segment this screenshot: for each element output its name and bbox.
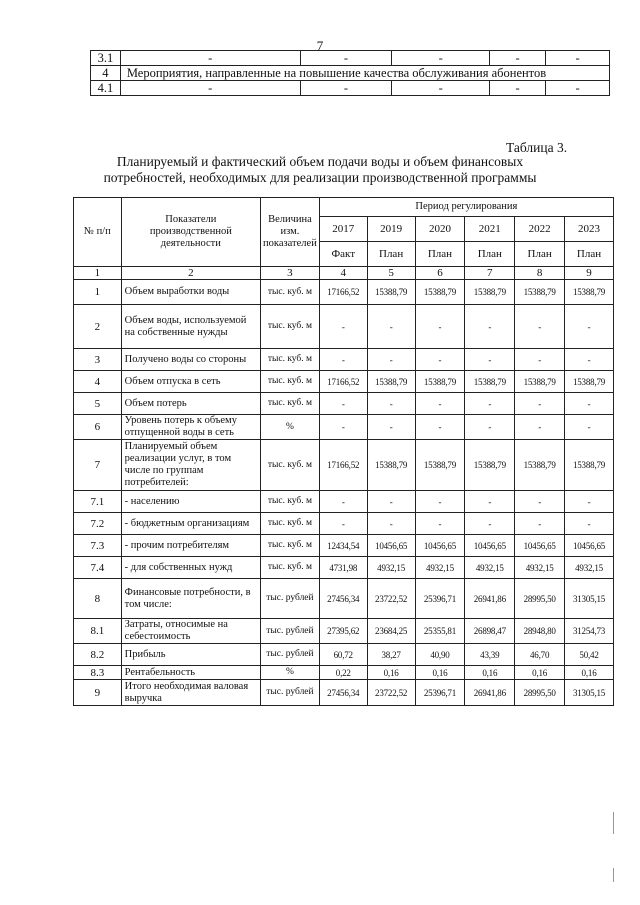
row-number: 9 — [74, 680, 122, 706]
indicator-name: - для собственных нужд — [121, 557, 260, 579]
value-cell: 15388,79 — [565, 371, 614, 393]
value-cell: 4932,15 — [565, 557, 614, 579]
table-cell: - — [546, 51, 610, 66]
scan-mark — [613, 868, 614, 882]
value-cell: 31305,15 — [565, 579, 614, 619]
table-row — [74, 644, 614, 666]
value-cell: 25396,71 — [415, 579, 465, 619]
value-cell: - — [415, 393, 465, 415]
value-cell: 25355,81 — [415, 619, 465, 644]
column-number: 2 — [121, 267, 260, 280]
value-cell: - — [367, 513, 415, 535]
table-row — [74, 666, 614, 680]
value-cell: 0,22 — [319, 666, 367, 680]
value-cell: 50,42 — [565, 644, 614, 666]
value-cell: 27456,34 — [319, 579, 367, 619]
header-row — [74, 198, 614, 217]
header-kind: План — [415, 242, 465, 267]
table-row — [74, 680, 614, 706]
table-row — [74, 557, 614, 579]
unit-cell: тыс. рублей — [261, 680, 320, 706]
table-row — [74, 513, 614, 535]
table-row — [74, 579, 614, 619]
value-cell: 25396,71 — [415, 680, 465, 706]
unit-cell: тыс. куб. м — [261, 349, 320, 371]
value-cell: 31254,73 — [565, 619, 614, 644]
table-row — [74, 491, 614, 513]
value-cell: 10456,65 — [465, 535, 515, 557]
value-cell: 4731,98 — [319, 557, 367, 579]
value-cell: 15388,79 — [415, 280, 465, 305]
value-cell: 0,16 — [465, 666, 515, 680]
top-table — [90, 50, 610, 96]
value-cell: 60,72 — [319, 644, 367, 666]
value-cell: 23722,52 — [367, 579, 415, 619]
indicator-name: Рентабельность — [121, 666, 260, 680]
header-year: 2022 — [515, 217, 565, 242]
value-cell: 15388,79 — [367, 371, 415, 393]
value-cell: 28995,50 — [515, 579, 565, 619]
column-number: 8 — [515, 267, 565, 280]
unit-cell: тыс. рублей — [261, 619, 320, 644]
unit-cell: тыс. куб. м — [261, 491, 320, 513]
value-cell: 4932,15 — [515, 557, 565, 579]
column-number: 1 — [74, 267, 122, 280]
row-number: 8.3 — [74, 666, 122, 680]
table-cell: - — [300, 51, 392, 66]
value-cell: - — [319, 349, 367, 371]
indicator-name: Объем выработки воды — [121, 280, 260, 305]
table-cell: - — [120, 51, 300, 66]
value-cell: - — [319, 393, 367, 415]
unit-cell: тыс. куб. м — [261, 371, 320, 393]
column-number: 3 — [261, 267, 320, 280]
header-year: 2019 — [367, 217, 415, 242]
value-cell: - — [319, 513, 367, 535]
row-number: 4 — [91, 66, 121, 81]
table-label: Таблица 3. — [506, 140, 568, 155]
value-cell: - — [465, 491, 515, 513]
table-cell: - — [300, 81, 392, 96]
value-cell: - — [415, 415, 465, 440]
unit-cell: тыс. рублей — [261, 644, 320, 666]
header-year: 2023 — [565, 217, 614, 242]
column-numbers-row — [74, 267, 614, 280]
table-row — [91, 66, 610, 81]
value-cell: - — [515, 513, 565, 535]
row-number: 7.2 — [74, 513, 122, 535]
value-cell: 4932,15 — [415, 557, 465, 579]
value-cell: 15388,79 — [415, 440, 465, 491]
unit-cell: тыс. куб. м — [261, 305, 320, 349]
row-number: 1 — [74, 280, 122, 305]
column-number: 5 — [367, 267, 415, 280]
table-row — [74, 415, 614, 440]
value-cell: - — [367, 393, 415, 415]
value-cell: - — [565, 305, 614, 349]
value-cell: - — [465, 305, 515, 349]
table-cell: - — [546, 81, 610, 96]
indicator-name: Итого необходимая валовая выручка — [121, 680, 260, 706]
indicator-name: Планируемый объем реализации услуг, в том числе по группам потребителей: — [121, 440, 260, 491]
value-cell: 10456,65 — [415, 535, 465, 557]
indicator-name: Затраты, относимые на себестоимость — [121, 619, 260, 644]
value-cell: 46,70 — [515, 644, 565, 666]
unit-cell: тыс. куб. м — [261, 393, 320, 415]
header-year: 2017 — [319, 217, 367, 242]
value-cell: 17166,52 — [319, 371, 367, 393]
unit-cell: % — [261, 666, 320, 680]
unit-cell: тыс. куб. м — [261, 513, 320, 535]
value-cell: - — [565, 491, 614, 513]
value-cell: - — [465, 415, 515, 440]
value-cell: 12434,54 — [319, 535, 367, 557]
value-cell: 28948,80 — [515, 619, 565, 644]
value-cell: 15388,79 — [515, 440, 565, 491]
value-cell: 38,27 — [367, 644, 415, 666]
row-number: 6 — [74, 415, 122, 440]
table-row — [91, 81, 610, 96]
value-cell: 26941,86 — [465, 680, 515, 706]
value-cell: - — [319, 415, 367, 440]
scan-mark — [613, 812, 614, 834]
value-cell: 28995,50 — [515, 680, 565, 706]
value-cell: - — [465, 513, 515, 535]
value-cell: 10456,65 — [565, 535, 614, 557]
table-row — [74, 535, 614, 557]
header-num: № п/п — [74, 198, 122, 267]
indicator-name: - населению — [121, 491, 260, 513]
value-cell: 15388,79 — [367, 280, 415, 305]
value-cell: 26941,86 — [465, 579, 515, 619]
table-title-line-2: потребностей, необходимых для реализации производственной программы — [103, 170, 537, 185]
value-cell: - — [565, 393, 614, 415]
value-cell: 0,16 — [367, 666, 415, 680]
value-cell: - — [565, 513, 614, 535]
value-cell: 15388,79 — [465, 440, 515, 491]
value-cell: - — [415, 305, 465, 349]
value-cell: 15388,79 — [415, 371, 465, 393]
unit-cell: тыс. рублей — [261, 579, 320, 619]
table-row — [74, 349, 614, 371]
column-number: 9 — [565, 267, 614, 280]
indicator-name: - прочим потребителям — [121, 535, 260, 557]
header-kind: Факт — [319, 242, 367, 267]
row-number: 7.1 — [74, 491, 122, 513]
value-cell: 4932,15 — [367, 557, 415, 579]
column-number: 4 — [319, 267, 367, 280]
table-row — [74, 440, 614, 491]
indicator-name: Уровень потерь к объему отпущенной воды в сеть — [121, 415, 260, 440]
indicator-name: Объем воды, используемой на собственные нужды — [121, 305, 260, 349]
value-cell: 31305,15 — [565, 680, 614, 706]
value-cell: 17166,52 — [319, 280, 367, 305]
column-number: 7 — [465, 267, 515, 280]
value-cell: 15388,79 — [367, 440, 415, 491]
row-number: 8 — [74, 579, 122, 619]
value-cell: - — [367, 415, 415, 440]
indicator-name: Объем отпуска в сеть — [121, 371, 260, 393]
value-cell: - — [415, 513, 465, 535]
main-table — [73, 197, 614, 706]
header-kind: План — [465, 242, 515, 267]
value-cell: 0,16 — [515, 666, 565, 680]
header-kind: План — [367, 242, 415, 267]
value-cell: 15388,79 — [565, 440, 614, 491]
value-cell: 27456,34 — [319, 680, 367, 706]
value-cell: 15388,79 — [465, 371, 515, 393]
value-cell: 15388,79 — [515, 280, 565, 305]
table-row — [91, 51, 610, 66]
table-cell: - — [120, 81, 300, 96]
value-cell: - — [415, 491, 465, 513]
value-cell: - — [367, 349, 415, 371]
value-cell: - — [319, 491, 367, 513]
value-cell: - — [565, 415, 614, 440]
indicator-name: Прибыль — [121, 644, 260, 666]
value-cell: 15388,79 — [515, 371, 565, 393]
table-cell: - — [392, 51, 490, 66]
unit-cell: тыс. куб. м — [261, 557, 320, 579]
indicator-name: - бюджетным организациям — [121, 513, 260, 535]
unit-cell: % — [261, 415, 320, 440]
value-cell: - — [465, 393, 515, 415]
section-heading: Мероприятия, направленные на повышение качества обслуживания абонентов — [120, 66, 609, 81]
value-cell: 43,39 — [465, 644, 515, 666]
table-row — [74, 280, 614, 305]
page-number: 7 — [316, 38, 324, 53]
table-cell: - — [490, 81, 546, 96]
unit-cell: тыс. куб. м — [261, 440, 320, 491]
value-cell: - — [465, 349, 515, 371]
value-cell: 15388,79 — [565, 280, 614, 305]
table-row — [74, 371, 614, 393]
header-indicator: Показатели производственной деятельности — [121, 198, 260, 267]
unit-cell: тыс. куб. м — [261, 280, 320, 305]
value-cell: 40,90 — [415, 644, 465, 666]
indicator-name: Получено воды со стороны — [121, 349, 260, 371]
value-cell: 0,16 — [415, 666, 465, 680]
row-number: 8.2 — [74, 644, 122, 666]
row-number: 2 — [74, 305, 122, 349]
table-title-line-1: Планируемый и фактический объем подачи воды и объем финансовых — [116, 154, 524, 169]
row-number: 8.1 — [74, 619, 122, 644]
value-cell: 23722,52 — [367, 680, 415, 706]
header-kind: План — [565, 242, 614, 267]
row-number: 7.4 — [74, 557, 122, 579]
table-row — [74, 305, 614, 349]
row-number: 7.3 — [74, 535, 122, 557]
row-number: 4.1 — [91, 81, 121, 96]
row-number: 5 — [74, 393, 122, 415]
value-cell: 4932,15 — [465, 557, 515, 579]
value-cell: 23684,25 — [367, 619, 415, 644]
value-cell: - — [515, 393, 565, 415]
header-period: Период регулирования — [319, 198, 613, 217]
value-cell: - — [367, 305, 415, 349]
row-number: 3.1 — [91, 51, 121, 66]
value-cell: 10456,65 — [367, 535, 415, 557]
indicator-name: Финансовые потребности, в том числе: — [121, 579, 260, 619]
header-year: 2021 — [465, 217, 515, 242]
value-cell: - — [515, 305, 565, 349]
row-number: 3 — [74, 349, 122, 371]
value-cell: 26898,47 — [465, 619, 515, 644]
header-year: 2020 — [415, 217, 465, 242]
value-cell: - — [319, 305, 367, 349]
unit-cell: тыс. куб. м — [261, 535, 320, 557]
header-kind: План — [515, 242, 565, 267]
table-row — [74, 393, 614, 415]
indicator-name: Объем потерь — [121, 393, 260, 415]
row-number: 7 — [74, 440, 122, 491]
value-cell: 27395,62 — [319, 619, 367, 644]
table-row — [74, 619, 614, 644]
value-cell: 10456,65 — [515, 535, 565, 557]
table-cell: - — [392, 81, 490, 96]
value-cell: - — [515, 415, 565, 440]
row-number: 4 — [74, 371, 122, 393]
header-unit: Величина изм. показателей — [261, 198, 320, 267]
value-cell: - — [515, 349, 565, 371]
value-cell: 0,16 — [565, 666, 614, 680]
value-cell: - — [515, 491, 565, 513]
value-cell: - — [367, 491, 415, 513]
value-cell: 15388,79 — [465, 280, 515, 305]
value-cell: - — [415, 349, 465, 371]
column-number: 6 — [415, 267, 465, 280]
value-cell: 17166,52 — [319, 440, 367, 491]
value-cell: - — [565, 349, 614, 371]
table-cell: - — [490, 51, 546, 66]
